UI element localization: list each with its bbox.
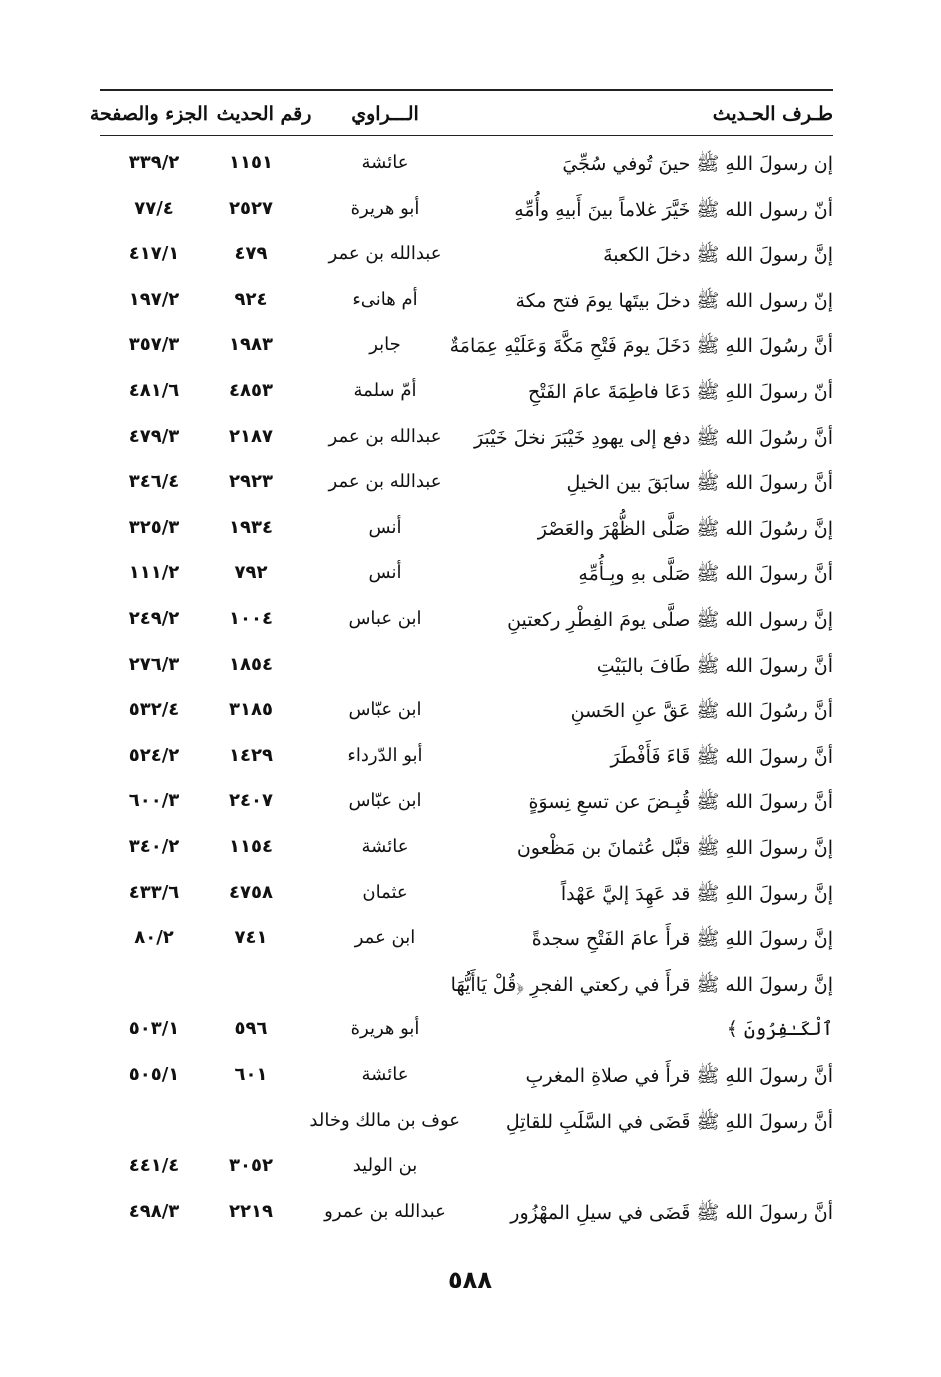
part-page: ٤٩٨/٣ [128,1200,180,1222]
page-number: ٥٨٨ [448,1266,492,1294]
narrator: عوف بن مالك وخالد [309,1109,460,1131]
part-page: ٤٧٩/٣ [128,425,180,447]
hadith-number: ٥٩٦ [234,1018,268,1040]
narrator: عائشة [361,836,409,857]
narrator: أبو هريرة [350,197,420,219]
table-row [0,426,941,466]
table-row [0,517,941,557]
hadith-snippet: أنَّ رسولَ الله ﷺ صَلَّى بهِ وبِـأُمِّهِ [578,563,833,586]
table-row [0,243,941,283]
hadith-number: ١١٥٤ [229,836,273,857]
hadith-snippet: إنَّ رسولَ اللهِ ﷺ قبَّل عُثمانَ بن مَظْعون [516,837,833,859]
table-row [0,1064,941,1104]
hadith-snippet: إنَّ رسول الله ﷺ صلَّى يومَ الفِطْرِ ركعتينِ [507,609,833,631]
table-row [0,699,941,739]
table-row [0,1018,941,1058]
table-row [0,289,941,329]
part-page: ٥٢٤/٢ [128,744,180,766]
table-row [0,1155,941,1195]
narrator: ابن عبّاس [348,699,422,721]
hadith-number: ١٤٢٩ [229,744,273,766]
hadith-number: ٩٢٤ [234,288,268,310]
hadith-number: ١١٥١ [229,152,273,173]
hadith-number: ٢٢١٩ [229,1200,273,1222]
part-page: ٧٧/٤ [134,197,174,219]
part-page: ٣٢٥/٣ [128,516,180,538]
narrator: عثمان [362,881,408,903]
hadith-snippet: أنَّ رسُولَ اللهِ ﷺ دَخَلَ يومَ فَتْحِ مَكَّةَ وَعَلَيْهِ عِمَامَةٌ [449,335,833,358]
table-row [0,745,941,785]
top-rule [100,89,833,91]
part-page: ٤٣٣/٦ [128,881,180,903]
hadith-number: ٢٥٢٧ [229,197,273,219]
hadith-snippet: أنَّ رسولَ اللهِ ﷺ قَضَى في السَّلَبِ للقاتِلِ [505,1110,833,1133]
column-header-hadith-number: رقم الحديث [216,103,312,125]
narrator: عبدالله بن عمر [328,243,442,265]
narrator: ابن عمر [354,927,416,949]
narrator: أبو الدّرداء [347,744,423,766]
hadith-number: ٤٨٥٣ [229,380,273,401]
part-page: ٢٤٩/٢ [128,608,180,629]
narrator: أنس [368,562,402,584]
table-row [0,790,941,830]
table-row [0,198,941,238]
narrator: أم هانىء [352,288,418,310]
narrator: أبو هريرة [350,1018,420,1040]
table-row [0,973,941,1013]
hadith-number: ١٨٥٤ [229,653,273,675]
hadith-number: ٧٤١ [234,927,268,949]
narrator: عائشة [361,1064,409,1085]
part-page: ٦٠٠/٣ [128,790,180,812]
part-page: ١٩٧/٢ [128,288,180,310]
hadith-snippet: أنَّ رسولَ الله ﷺ قُبِـضَ عن تسعِ نِسوَةٍ [528,791,833,814]
table-row [0,471,941,511]
hadith-number: ٣٠٥٢ [229,1155,273,1177]
part-page: ٣٥٧/٣ [128,334,180,356]
table-row [0,1201,941,1241]
hadith-snippet: إنَّ رسولَ الله ﷺ دخلَ الكعبةَ [603,244,833,267]
part-page: ٢٧٦/٣ [128,653,180,675]
narrator: بن الوليد [352,1155,418,1177]
part-page: ٣٤٠/٢ [128,836,180,857]
part-page: ٤١٧/١ [128,243,180,265]
part-page: ٥٠٥/١ [128,1064,180,1085]
hadith-snippet: أنَّ رسولَ الله ﷺ طَافَ بالبَيْتِ [596,654,833,677]
part-page: ٣٣٩/٢ [128,152,180,173]
narrator: عبدالله بن عمر [328,471,442,493]
narrator: أمّ سلمة [353,380,417,401]
part-page: ٤٤١/٤ [128,1155,180,1177]
narrator: ابن عباس [348,608,422,629]
hadith-number: ٣١٨٥ [229,699,273,721]
hadith-snippet: إنَّ رسُولَ الله ﷺ صَلَّى الظُّهْرَ والعَصْرَ [537,517,833,540]
table-row [0,152,941,192]
narrator: عبدالله بن عمرو [324,1200,446,1222]
table-row [0,562,941,602]
hadith-snippet: أنّ رسول الله ﷺ خَيَّرَ غلاماً بينَ أَبيهِ وأُمِّهِ [514,198,833,221]
hadith-number: ٤٧٥٨ [229,881,273,903]
narrator: جابر [369,334,401,356]
hadith-number: ٢٤٠٧ [229,790,273,812]
part-page: ٨٠/٢ [134,927,174,949]
hadith-number: ١٠٠٤ [229,608,273,629]
narrator: عبدالله بن عمر [328,425,442,447]
hadith-snippet: أنَّ رسولَ الله ﷺ قَضَى في سيلِ المهْزُور [510,1201,833,1224]
narrator: ابن عبّاس [348,790,422,812]
table-row [0,927,941,967]
part-page: ٤٨١/٦ [128,380,180,401]
table-row [0,608,941,648]
narrator: عائشة [361,152,409,173]
hadith-snippet: أنَّ رسُولَ الله ﷺ عَقَّ عنِ الحَسنِ [570,700,833,723]
hadith-number: ١٩٣٤ [229,516,273,538]
part-page: ٥٠٣/١ [128,1018,180,1040]
hadith-number: ١٩٨٣ [229,334,273,356]
hadith-number: ٦٠١ [234,1064,268,1085]
hadith-snippet: أنَّ رسولَ اللهِ ﷺ قرأَ في صلاةِ المغربِ [525,1065,833,1087]
hadith-snippet: أنَّ رسولَ الله ﷺ سابَقَ بين الخيلِ [566,472,833,495]
hadith-snippet: إنَّ رسولَ الله ﷺ قرأَ في ركعتي الفجرِ ﴿قُلْ يَاأَيُّهَا [450,973,833,996]
hadith-number: ٢١٨٧ [229,425,273,447]
hadith-number: ٢٩٢٣ [229,471,273,493]
hadith-snippet: أنّ رسولَ اللهِ ﷺ دَعَا فاطِمَةَ عامَ الفَتْحِ [527,381,833,403]
table-row [0,836,941,876]
table-row [0,654,941,694]
hadith-snippet: إنَّ رسولَ اللهِ ﷺ قرأَ عامَ الفَتْحِ سجدةً [531,928,833,951]
hadith-snippet: إنَّ رسولَ اللهِ ﷺ قد عَهِدَ إليَّ عَهْداً [560,882,833,905]
table-row [0,1110,941,1150]
part-page: ١١١/٢ [128,562,180,584]
hadith-snippet: أنَّ رسولَ الله ﷺ قَاءَ فَأَفْطَرَ [610,745,833,768]
table-row [0,380,941,420]
hadith-number: ٧٩٢ [234,562,268,584]
column-header-hadith: طـرف الحـديث [712,103,833,125]
hadith-snippet: أنَّ رسُولَ الله ﷺ دفع إلى يهودِ خَيْبَرَ نخلَ خَيْبَرَ [473,426,833,449]
hadith-snippet: إنّ رسول الله ﷺ دخلَ بيتَها يومَ فتح مكة [515,289,833,312]
column-header-part-page: الجزء والصفحة [89,103,208,125]
hadith-snippet: إن رسولَ اللهِ ﷺ حينَ تُوفي سُجِّيَ [562,153,833,175]
column-header-narrator: الـــراوي [351,103,419,125]
part-page: ٥٣٢/٤ [128,699,180,721]
header-rule [100,135,833,136]
table-row [0,882,941,922]
narrator: أنس [368,516,402,538]
table-row [0,334,941,374]
hadith-snippet: ٱلْكَـٰفِرُونَ ﴾ [726,1018,833,1041]
hadith-number: ٤٧٩ [234,243,268,265]
part-page: ٣٤٦/٤ [128,471,180,493]
